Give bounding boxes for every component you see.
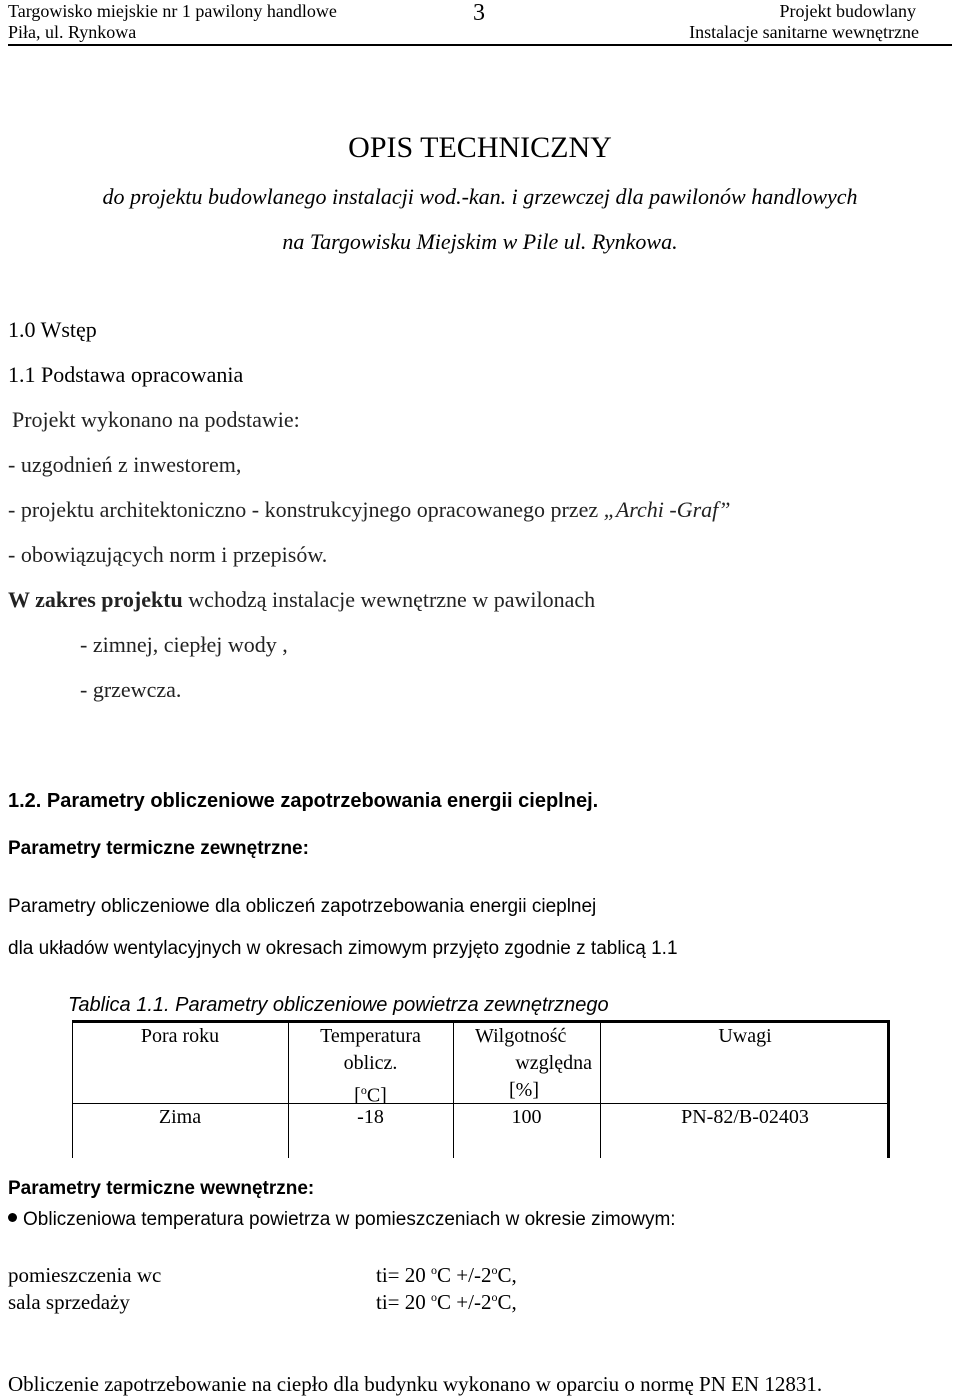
header-season: Pora roku bbox=[140, 1025, 220, 1047]
subtitle-line1: do projektu budowlanego instalacji wod.-kan. i grzewczej dla pawilonów handlowych bbox=[102, 184, 858, 209]
scope-bold: W zakres projektu bbox=[8, 587, 183, 612]
header-temperature-line1: Temperatura bbox=[320, 1025, 421, 1047]
row-humidity: 100 bbox=[511, 1106, 542, 1128]
room-value-b: C +/-2 bbox=[437, 1290, 492, 1314]
footer-line: Obliczenie zapotrzebowanie na ciepło dla budynku wykonano w oparciu o normę PN EN 12831. bbox=[8, 1372, 823, 1396]
scope-rest: wchodzą instalacje wewnętrzne w pawilonach bbox=[182, 587, 596, 612]
header-temperature-line2: oblicz. bbox=[343, 1052, 398, 1074]
int-params-heading: Parametry termiczne wewnętrzne: bbox=[8, 1178, 315, 1199]
room-value-sup: o bbox=[431, 1263, 438, 1277]
room-value-a: ti= 20 bbox=[376, 1263, 432, 1287]
page-number: 3 bbox=[473, 0, 485, 26]
header-right-line1: Projekt budowlany bbox=[779, 1, 916, 21]
header-humidity-line2: względna bbox=[515, 1052, 592, 1074]
room-value-sup: o bbox=[491, 1263, 498, 1277]
scope-item: - zimnej, ciepłej wody , bbox=[80, 632, 288, 657]
scope-item: - grzewcza. bbox=[80, 677, 182, 702]
room-value-c: C, bbox=[497, 1290, 517, 1314]
header-right-line2: Instalacje sanitarne wewnętrzne bbox=[689, 22, 919, 42]
header-left-line1: Targowisko miejskie nr 1 pawilony handlowe bbox=[8, 1, 337, 21]
row-temperature: -18 bbox=[357, 1106, 384, 1128]
parameters-table bbox=[72, 1020, 890, 1158]
basis-item-text: - projektu architektoniczno - konstrukcyjnego opracowanego przez bbox=[8, 497, 599, 522]
room-value bbox=[376, 1290, 517, 1315]
basis-item-author: „Archi -Graf” bbox=[603, 497, 731, 522]
basis-item: - obowiązujących norm i przepisów. bbox=[8, 542, 328, 567]
room-value-sup: o bbox=[431, 1290, 438, 1304]
basis-item: - uzgodnień z inwestorem, bbox=[8, 452, 242, 477]
ext-params-heading: Parametry termiczne zewnętrzne: bbox=[8, 838, 309, 859]
room-value-c: C, bbox=[497, 1263, 517, 1287]
int-params-bullet bbox=[8, 1209, 676, 1231]
section-1-0-heading: 1.0 Wstęp bbox=[8, 317, 97, 342]
subtitle-line2: na Targowisku Miejskim w Pile ul. Rynkowa. bbox=[282, 229, 678, 254]
header-left-line2: Piła, ul. Rynkowa bbox=[8, 22, 137, 42]
room-value-a: ti= 20 bbox=[376, 1290, 432, 1314]
header-rule bbox=[8, 44, 952, 46]
header-temperature bbox=[288, 1023, 453, 1110]
room-value-b: C +/-2 bbox=[437, 1263, 492, 1287]
unit-open: [ bbox=[354, 1084, 361, 1107]
basis-item bbox=[8, 497, 731, 523]
int-params-bullet-text: Obliczeniowa temperatura powietrza w pomieszczeniach w okresie zimowym: bbox=[23, 1209, 676, 1230]
page-title: OPIS TECHNICZNY bbox=[348, 131, 612, 164]
ext-params-text: dla układów wentylacyjnych w okresach zimowym przyjęto zgodnie z tablicą 1.1 bbox=[8, 938, 678, 959]
basis-intro: Projekt wykonano na podstawie: bbox=[12, 407, 300, 432]
section-1-2-heading: 1.2. Parametry obliczeniowe zapotrzebowania energii cieplnej. bbox=[8, 790, 599, 812]
table-caption: Tablica 1.1. Parametry obliczeniowe powietrza zewnętrznego bbox=[68, 994, 609, 1016]
header-humidity-line1: Wilgotność bbox=[475, 1025, 567, 1047]
room-value bbox=[376, 1263, 517, 1288]
row-season: Zima bbox=[158, 1106, 202, 1128]
room-name: pomieszczenia wc bbox=[8, 1263, 162, 1287]
unit-close: C] bbox=[366, 1084, 387, 1107]
ext-params-text: Parametry obliczeniowe dla obliczeń zapotrzebowania energii cieplnej bbox=[8, 896, 597, 917]
row-notes: PN-82/B-02403 bbox=[681, 1106, 809, 1128]
unit-sup: o bbox=[360, 1083, 367, 1097]
bullet-icon bbox=[8, 1213, 17, 1222]
section-1-1-heading: 1.1 Podstawa opracowania bbox=[8, 362, 244, 387]
scope-line bbox=[8, 587, 595, 613]
header-humidity-unit: [%] bbox=[509, 1079, 539, 1101]
room-value-sup: o bbox=[491, 1290, 498, 1304]
header-notes: Uwagi bbox=[718, 1025, 772, 1047]
room-name: sala sprzedaży bbox=[8, 1290, 130, 1314]
header-humidity bbox=[453, 1023, 600, 1104]
